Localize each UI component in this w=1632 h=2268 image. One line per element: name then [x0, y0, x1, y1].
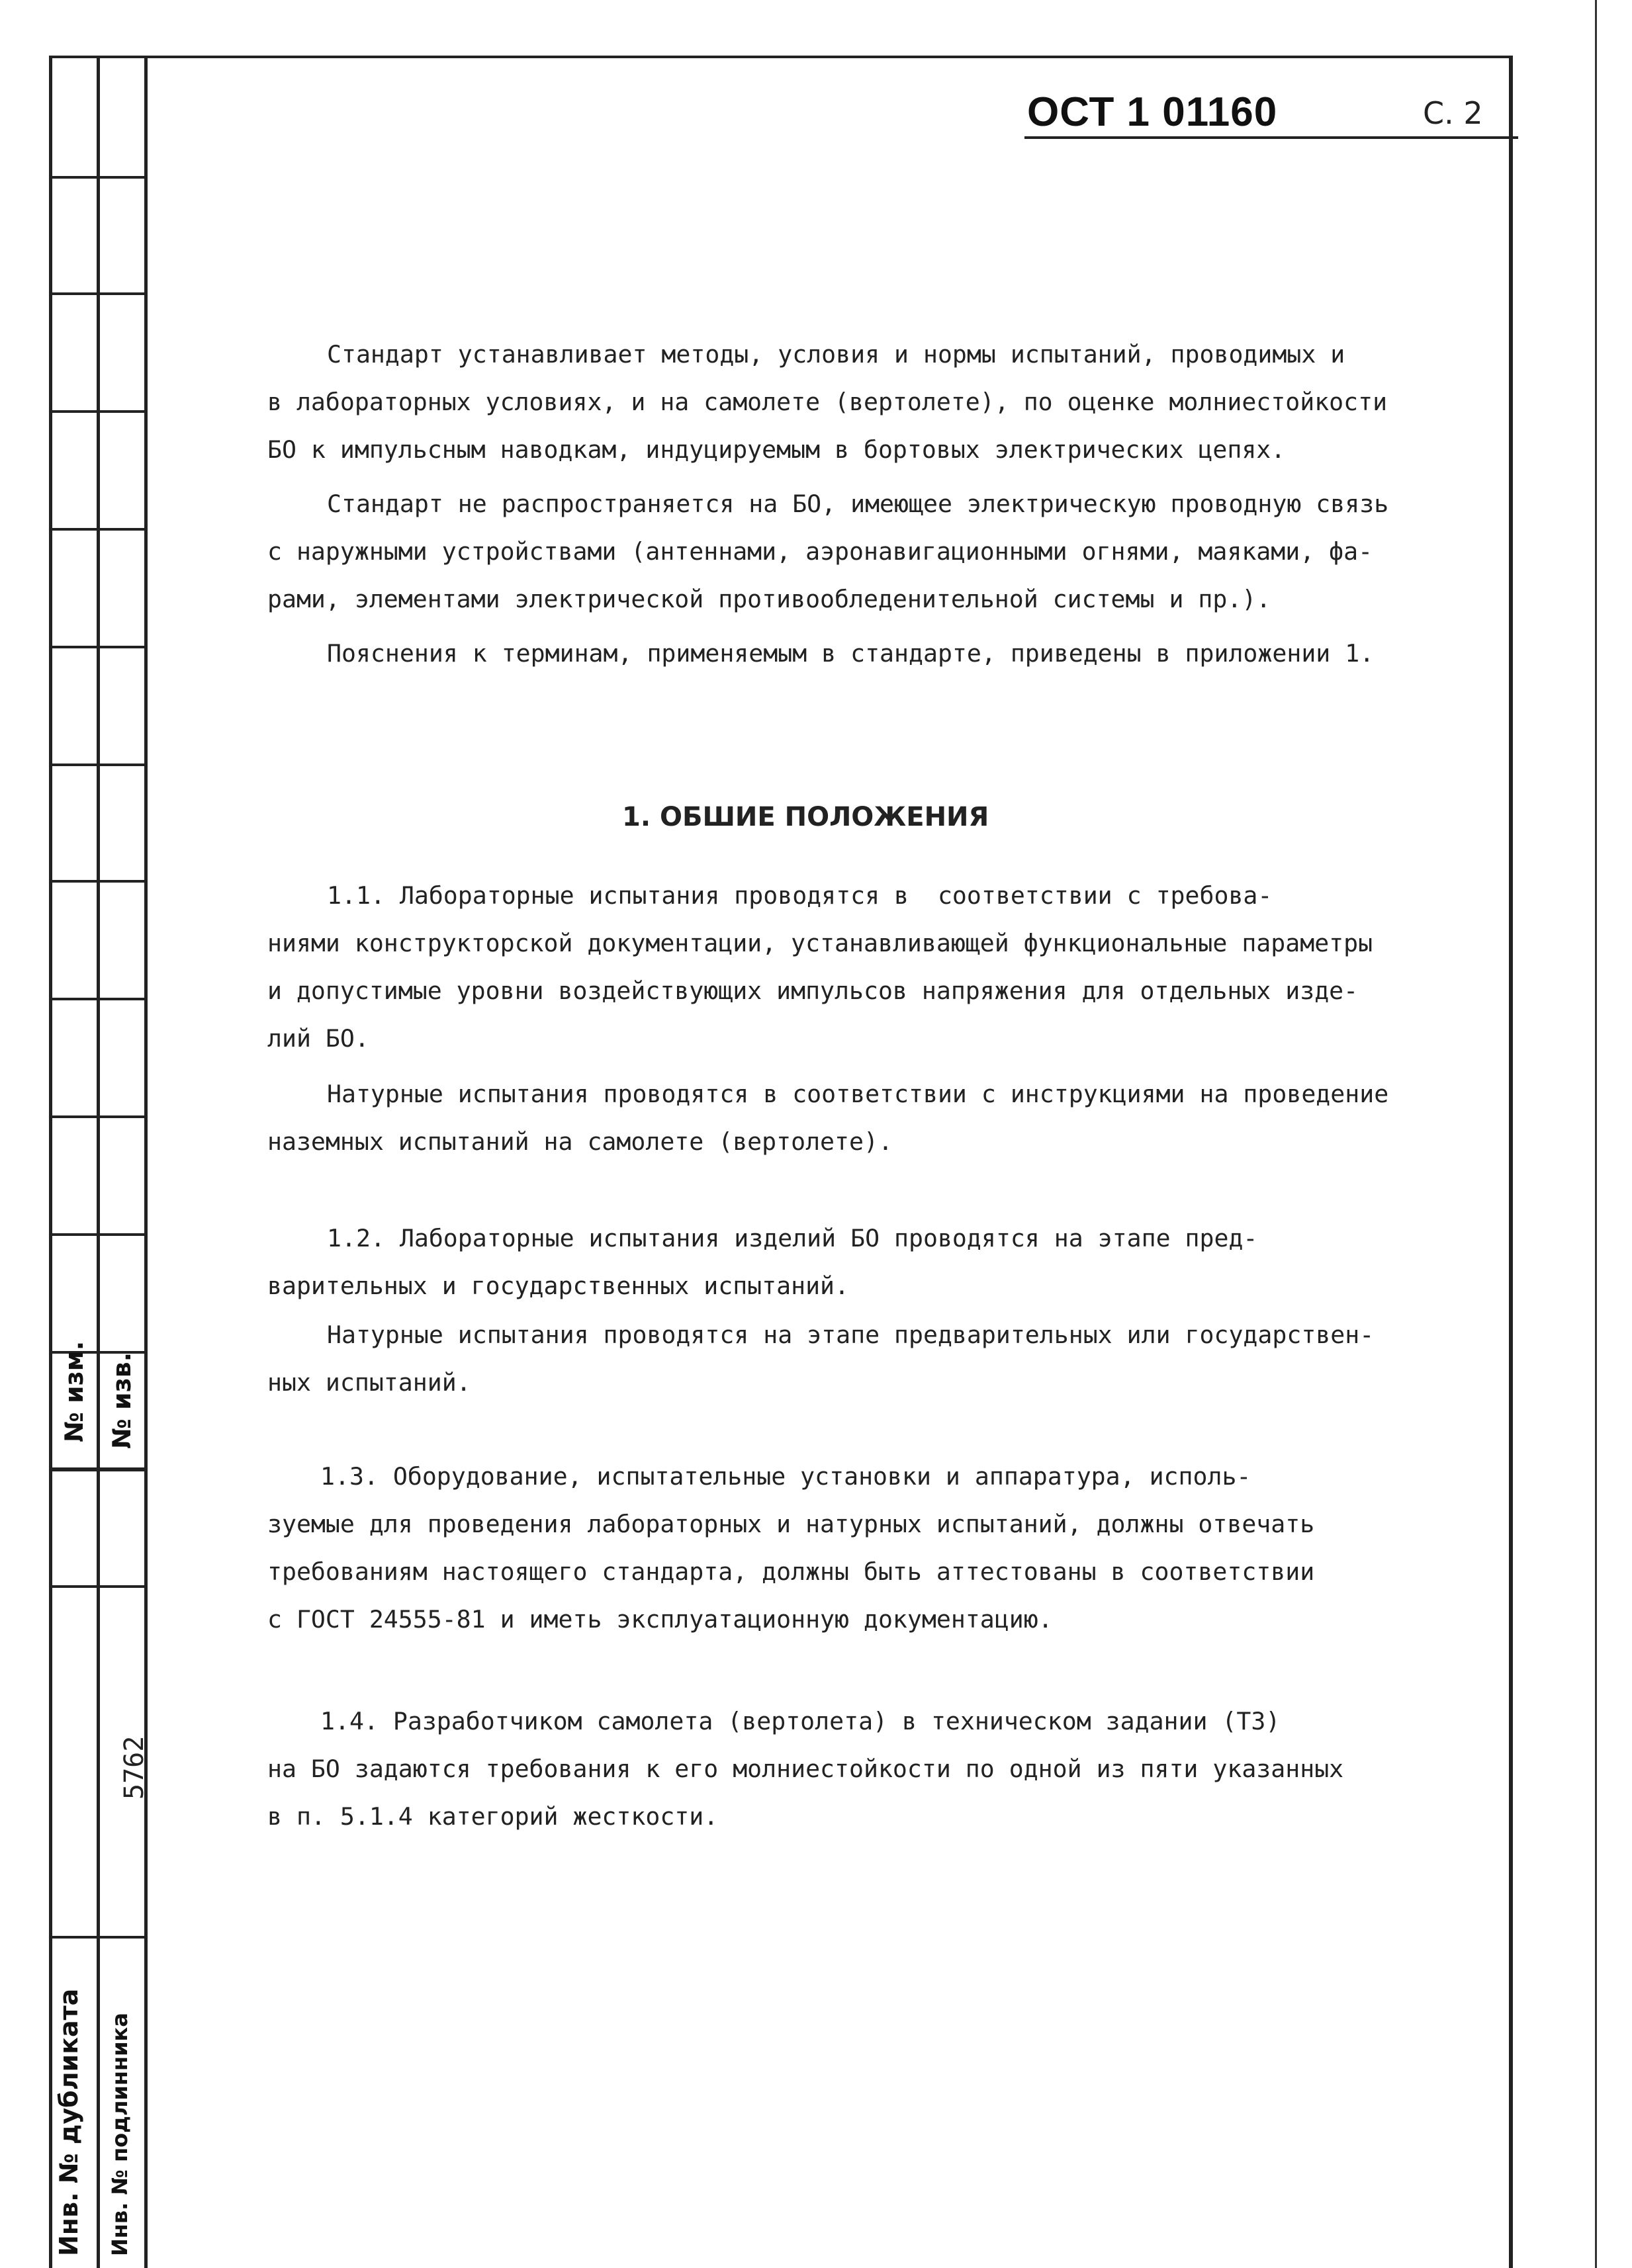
- stamp-cell-divider: [49, 528, 146, 531]
- izm-label: № изм.: [60, 1340, 89, 1442]
- intro-paragraph-terms: Пояснения к терминам, применяемым в стандарте, приведены в приложении 1.: [327, 639, 1375, 668]
- stamp-cell-divider: [49, 292, 146, 295]
- clause-1-1: 1.1. Лабораторные испытания проводятся в соответствии с требова- ниями конструкторской документации, устанавливающей функциональные параметры и допустимые уровни воздействующих импульсов напряжения для отдельных изде- лий БО.: [267, 881, 1373, 1053]
- stamp-cell-divider: [49, 1936, 146, 1939]
- stamp-cell-divider: [49, 763, 146, 766]
- frame-top-border: [49, 56, 1512, 58]
- clause-1-2: 1.2. Лабораторные испытания изделий БО проводятся на этапе пред- варительных и государственных испытаний.: [267, 1224, 1258, 1300]
- section-title: 1. ОБШИЕ ПОЛОЖЕНИЯ: [622, 802, 989, 832]
- stamp-cell-divider: [49, 1467, 146, 1471]
- clause-1-1-field-tests: Натурные испытания проводятся в соответствии с инструкциями на проведение наземных испытаний на самолете (вертолете).: [267, 1080, 1389, 1156]
- izv-label: № изв.: [107, 1352, 136, 1449]
- inv-number: 5762: [119, 1735, 150, 1800]
- page-edge-line: [1595, 0, 1597, 2268]
- stamp-cell-divider: [49, 410, 146, 413]
- intro-paragraph-exclusions: Стандарт не распространяется на БО, имеющее электрическую проводную связь с наружными устройствами (антеннами, аэронавигационными огнями, маяками, фа- рами, элементами электрической противообледенительной системы и пр.).: [267, 490, 1389, 613]
- clause-1-3: 1.3. Оборудование, испытательные установки и аппаратура, исполь- зуемые для проведения лабораторных и натурных испытаний, должны отвечать требованиям настоящего стандарта, должны быть аттестованы в соответствии с ГОСТ 24555-81 и иметь эксплуатационную документацию.: [267, 1462, 1315, 1634]
- frame-right-border: [1509, 56, 1513, 2268]
- stamp-cell-divider: [49, 1233, 146, 1236]
- inv-podlinnika-label: Инв. № подлинника: [107, 2013, 132, 2256]
- stamp-cell-divider: [49, 1585, 146, 1588]
- inv-dublikata-label: Инв. № дубликата: [54, 1988, 83, 2256]
- stamp-cell-divider: [49, 176, 146, 179]
- clause-1-2-field-tests: Натурные испытания проводятся на этапе предварительных или государствен- ных испытаний.: [267, 1321, 1375, 1397]
- page-number: С. 2: [1423, 95, 1483, 131]
- stamp-cell-divider: [49, 880, 146, 883]
- stamp-cell-divider: [49, 998, 146, 1000]
- document-code: ОСТ 1 01160: [1027, 89, 1278, 135]
- intro-paragraph-scope: Стандарт устанавливает методы, условия и нормы испытаний, проводимых и в лабораторных условиях, и на самолете (вертолете), по оценке молниестойкости БО к импульсным наводкам, индуцируемым в бортовых электрических цепях.: [267, 340, 1388, 464]
- clause-1-4: 1.4. Разработчиком самолета (вертолета) в техническом задании (ТЗ) на БО задаются требования к его молниестойкости по одной из пяти указанных в п. 5.1.4 категорий жесткости.: [267, 1707, 1344, 1831]
- stamp-cell-divider: [49, 1115, 146, 1118]
- stamp-cell-divider: [49, 646, 146, 648]
- header-underline: [1024, 136, 1518, 139]
